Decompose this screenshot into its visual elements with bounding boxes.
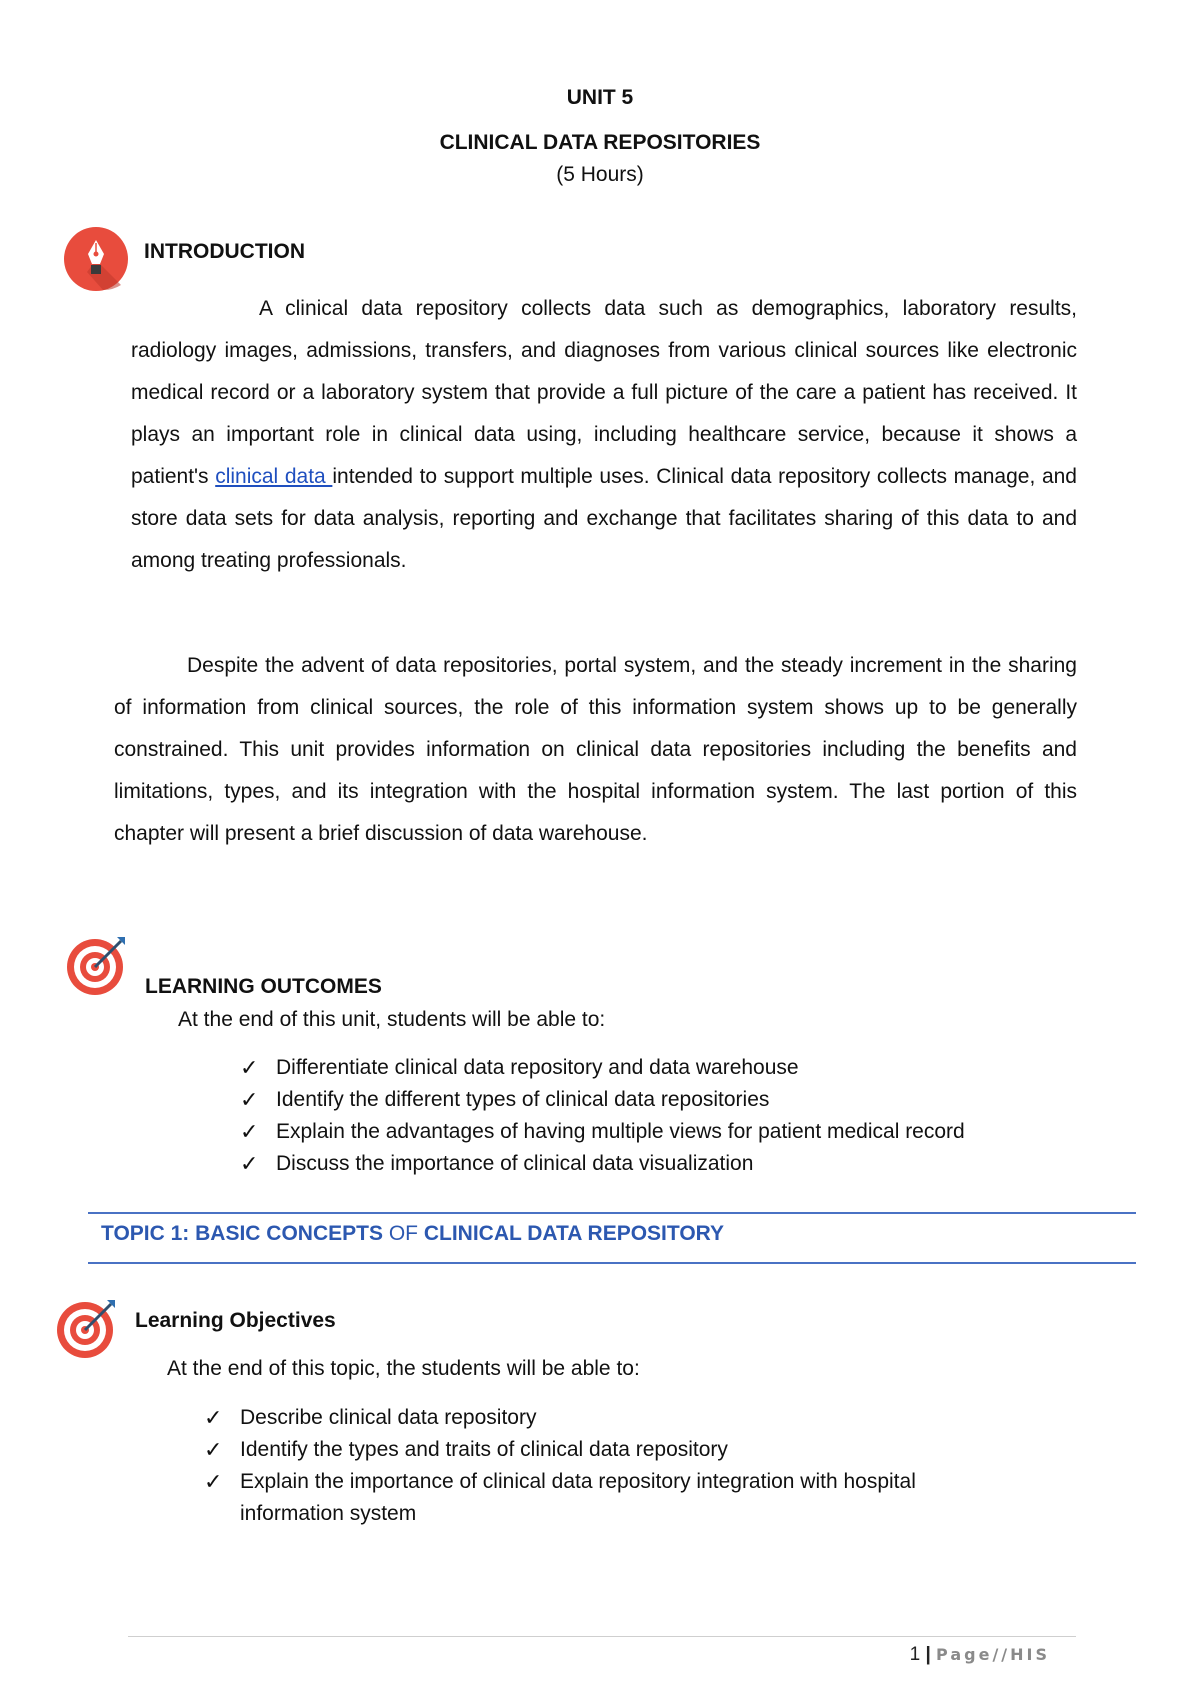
footer-label: Page//HIS	[936, 1645, 1050, 1664]
introduction-heading: INTRODUCTION	[144, 240, 305, 263]
list-item: ✓ Explain the advantages of having multiple views for patient medical record	[240, 1116, 1120, 1148]
paragraph-text: A clinical data repository collects data such as demographics, laboratory results, radiology images, admissions, transfers, and diagnoses from various clinical sources like electronic medical record or a laboratory system that provide a full picture of the care a patient has received. It plays an important role in clinical data using, including healthcare service, because it shows a patient's	[131, 297, 1077, 488]
checkmark-icon: ✓	[240, 1055, 259, 1080]
learning-objectives-intro: At the end of this topic, the students will be able to:	[167, 1357, 640, 1380]
introduction-paragraph-2: Despite the advent of data repositories, portal system, and the steady increment in the sharing of information from clinical sources, the role of this information system shows up to be generally constrained. This unit provides information on clinical data repositories including the benefits and limitations, types, and its integration with the hospital information system. The last portion of this chapter will present a brief discussion of data warehouse.	[114, 654, 1077, 845]
learning-objectives-list	[204, 1402, 964, 1530]
list-item: ✓ Describe clinical data repository	[204, 1402, 964, 1434]
pen-nib-icon	[63, 226, 129, 292]
list-item: ✓ Explain the importance of clinical data repository integration with hospital information system	[204, 1466, 940, 1530]
list-item: ✓ Identify the different types of clinical data repositories	[240, 1084, 1120, 1116]
paragraph-text: intended to support multiple uses. Clinical data repository collects manage, and store data sets for data analysis, reporting and exchange that facilitates sharing of this data to and among treating professionals.	[131, 465, 1077, 572]
learning-objectives-heading: Learning Objectives	[135, 1309, 336, 1332]
checkmark-icon: ✓	[204, 1469, 223, 1494]
page-title: CLINICAL DATA REPOSITORIES	[439, 131, 761, 154]
learning-outcomes-intro: At the end of this unit, students will be able to:	[178, 1008, 606, 1031]
checkmark-icon: ✓	[240, 1087, 259, 1112]
clinical-data-link[interactable]: clinical data	[215, 465, 333, 488]
list-item: ✓ Identify the types and traits of clinical data repository	[204, 1434, 964, 1466]
list-item: ✓ Differentiate clinical data repository and data warehouse	[240, 1052, 1120, 1084]
checkmark-icon: ✓	[240, 1151, 259, 1176]
learning-outcomes-heading: LEARNING OUTCOMES	[145, 975, 382, 998]
footer-rule	[128, 1636, 1076, 1637]
target-icon	[65, 933, 129, 997]
topic-rule-top	[88, 1212, 1136, 1214]
topic-rule-bottom	[88, 1262, 1136, 1264]
target-icon	[55, 1296, 119, 1360]
checkmark-icon: ✓	[204, 1405, 223, 1430]
footer-separator: |	[925, 1644, 931, 1665]
introduction-paragraph-1	[131, 288, 1077, 582]
learning-outcomes-list	[240, 1052, 1120, 1180]
page-number: 1	[909, 1644, 921, 1665]
list-item: ✓ Discuss the importance of clinical data visualization	[240, 1148, 1120, 1180]
topic-title: TOPIC 1: BASIC CONCEPTS OF CLINICAL DATA REPOSITORY	[101, 1222, 725, 1245]
unit-number: UNIT 5	[566, 86, 634, 109]
checkmark-icon: ✓	[204, 1437, 223, 1462]
duration: (5 Hours)	[556, 163, 644, 186]
checkmark-icon: ✓	[240, 1119, 259, 1144]
page-footer	[910, 1644, 1050, 1666]
